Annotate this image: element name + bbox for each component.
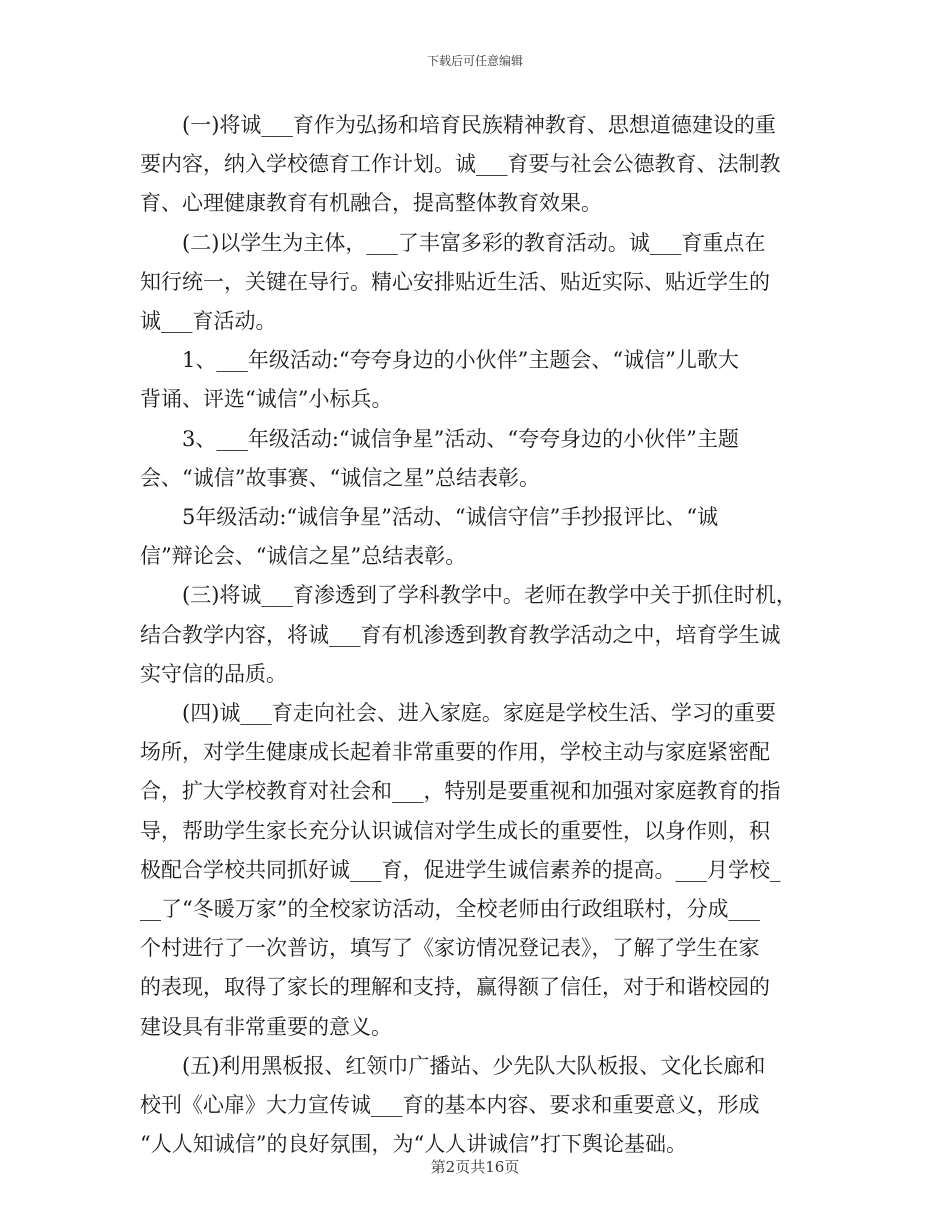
text-line: 校刊《心扉》大力宣传诚___育的基本内容、要求和重要意义，形成: [140, 1093, 760, 1118]
paragraph-3: [140, 341, 810, 419]
text-line: (五)利用黑板报、红领巾广播站、少先队大队板报、文化长廊和: [140, 1053, 766, 1078]
text-line: 要内容，纳入学校德育工作计划。诚___育要与社会公德教育、法制教: [140, 152, 781, 177]
text-line: “人人知诚信”的良好氛围，为“人人讲诚信”打下舆论基础。: [140, 1132, 687, 1157]
text-line: 合，扩大学校教育对社会和___，特别是要重视和加强对家庭教育的指: [140, 779, 781, 804]
text-line: 育、心理健康教育有机融合，提高整体教育效果。: [140, 191, 602, 216]
text-line: 实守信的品质。: [140, 661, 287, 686]
text-line: (二)以学生为主体，___了丰富多彩的教育活动。诚___育重点在: [140, 230, 766, 255]
text-line: 3、___年级活动:“诚信争星”活动、“夸夸身边的小伙伴”主题: [140, 426, 739, 451]
text-line: 导，帮助学生家长充分认识诚信对学生成长的重要性，以身作则，积: [140, 818, 770, 843]
paragraph-8: [140, 1047, 810, 1165]
text-line: 建设具有非常重要的意义。: [140, 1014, 392, 1039]
text-line: __了“冬暖万家”的全校家访活动，全校老师由行政组联村，分成___: [140, 897, 760, 922]
text-line: 5年级活动:“诚信争星”活动、“诚信守信”手抄报评比、“诚: [140, 505, 719, 530]
paragraph-5: [140, 498, 810, 576]
text-line: (三)将诚___育渗透到了学科教学中。老师在教学中关于抓住时机，: [140, 583, 797, 608]
page-number: 第2页共16页: [430, 1158, 520, 1176]
paragraph-4: [140, 420, 810, 498]
text-line: 诚___育活动。: [140, 309, 277, 334]
text-line: 个村进行了一次普访，填写了《家访情况登记表》，了解了学生在家: [140, 936, 760, 961]
text-line: 会、“诚信”故事赛、“诚信之星”总结表彰。: [140, 465, 540, 490]
text-line: (四)诚___育走向社会、进入家庭。家庭是学校生活、学习的重要: [140, 701, 776, 726]
text-line: 信”辩论会、“诚信之星”总结表彰。: [140, 544, 467, 569]
text-line: (一)将诚___育作为弘扬和培育民族精神教育、思想道德建设的重: [140, 113, 776, 137]
paragraph-1: [140, 106, 810, 224]
document-body: [140, 106, 810, 1164]
page-header: 下载后可任意编辑: [426, 54, 523, 68]
text-line: 背诵、评选“诚信”小标兵。: [140, 387, 393, 412]
paragraph-7: [140, 694, 810, 1047]
text-line: 1、___年级活动:“夸夸身边的小伙伴”主题会、“诚信”儿歌大: [140, 348, 739, 373]
paragraph-2: [140, 224, 810, 342]
text-line: 极配合学校共同抓好诚___育，促进学生诚信素养的提高。___月学校_: [140, 857, 781, 882]
text-line: 知行统一，关键在导行。精心安排贴近生活、贴近实际、贴近学生的: [140, 269, 770, 294]
paragraph-6: [140, 576, 810, 694]
text-line: 的表现，取得了家长的理解和支持，赢得额了信任，对于和谐校园的: [140, 975, 770, 1000]
text-line: 结合教学内容，将诚___育有机渗透到教育教学活动之中，培育学生诚: [140, 622, 781, 647]
text-line: 场所，对学生健康成长起着非常重要的作用，学校主动与家庭紧密配: [140, 740, 770, 765]
